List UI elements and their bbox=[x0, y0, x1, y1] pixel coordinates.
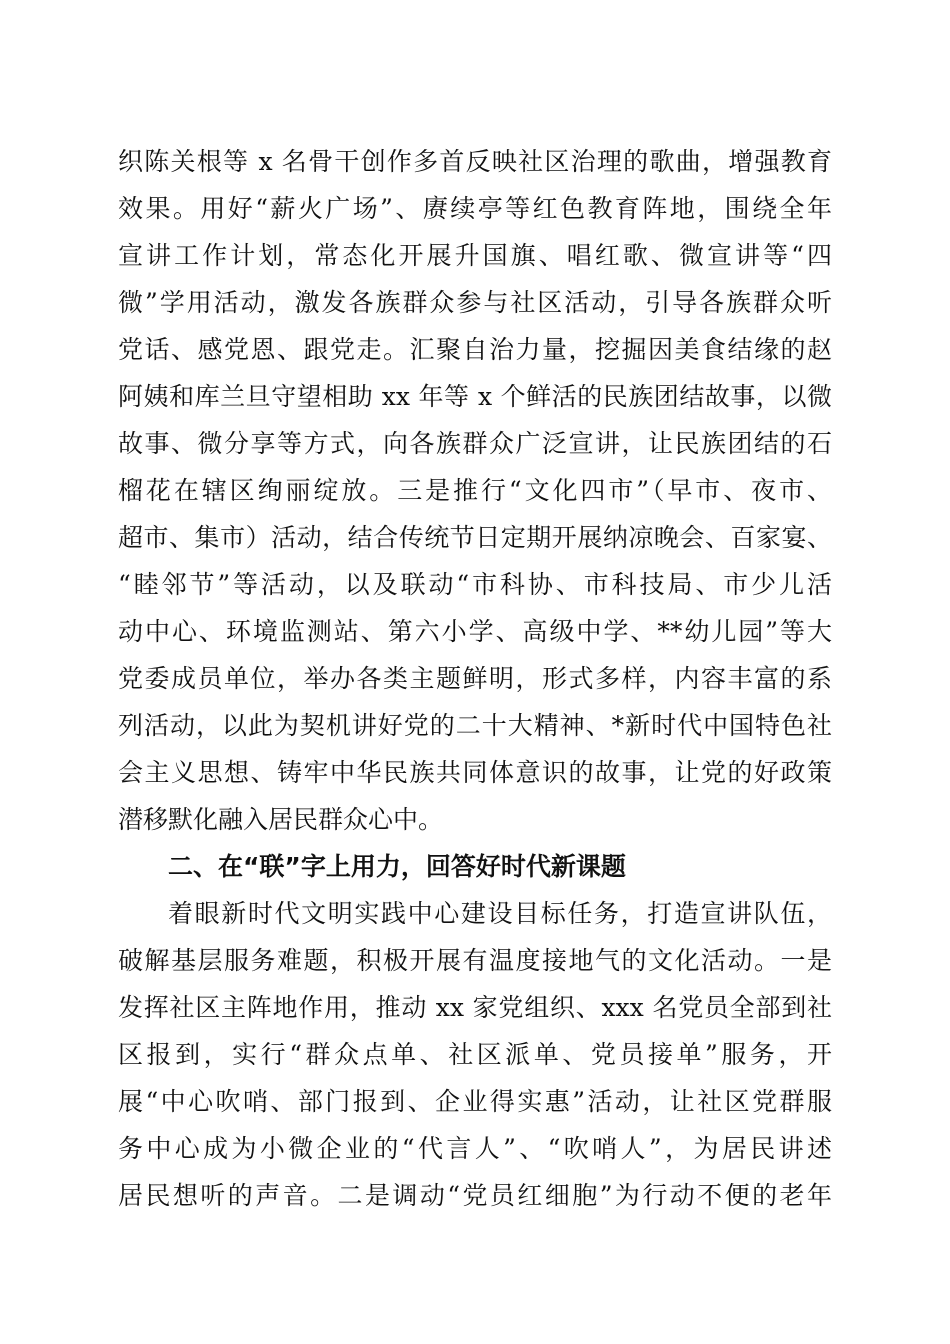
paragraph-line: “睦邻节”等活动，以及联动“市科协、市科技局、市少儿活 bbox=[118, 570, 832, 599]
paragraph-line: 破解基层服务难题，积极开展有温度接地气的文化活动。一是 bbox=[118, 946, 832, 975]
paragraph-line: 榴花在辖区绚丽绽放。三是推行“文化四市”（早市、夜市、 bbox=[118, 476, 832, 505]
paragraph-line: 阿姨和库兰旦守望相助 xx 年等 x 个鲜活的民族团结故事，以微 bbox=[118, 382, 832, 411]
paragraph-line: 超市、集市）活动，结合传统节日定期开展纳凉晚会、百家宴、 bbox=[118, 523, 832, 552]
paragraph-line: 会主义思想、铸牢中华民族共同体意识的故事，让党的好政策 bbox=[118, 758, 832, 787]
paragraph-line: 居民想听的声音。二是调动“党员红细胞”为行动不便的老年 bbox=[118, 1181, 832, 1210]
paragraph-line: 发挥社区主阵地作用，推动 xx 家党组织、xxx 名党员全部到社 bbox=[118, 993, 832, 1022]
paragraph-line: 动中心、环境监测站、第六小学、高级中学、**幼儿园”等大 bbox=[118, 617, 832, 646]
paragraph-line: 区报到，实行“群众点单、社区派单、党员接单”服务，开 bbox=[118, 1040, 832, 1069]
paragraph-line: 列活动，以此为契机讲好党的二十大精神、*新时代中国特色社 bbox=[118, 711, 832, 740]
paragraph-line: 展“中心吹哨、部门报到、企业得实惠”活动，让社区党群服 bbox=[118, 1087, 832, 1116]
paragraph-line: 微”学用活动，激发各族群众参与社区活动，引导各族群众听 bbox=[118, 288, 832, 317]
section-heading: 二、在“联”字上用力，回答好时代新课题 bbox=[168, 852, 626, 881]
paragraph-line: 党话、感党恩、跟党走。汇聚自治力量，挖掘因美食结缘的赵 bbox=[118, 335, 832, 364]
paragraph-line: 潜移默化融入居民群众心中。 bbox=[118, 805, 444, 834]
paragraph-line: 党委成员单位，举办各类主题鲜明，形式多样，内容丰富的系 bbox=[118, 664, 832, 693]
paragraph-line: 故事、微分享等方式，向各族群众广泛宣讲，让民族团结的石 bbox=[118, 429, 832, 458]
paragraph-line: 务中心成为小微企业的“代言人”、“吹哨人”，为居民讲述 bbox=[118, 1134, 832, 1163]
paragraph-line: 织陈关根等 x 名骨干创作多首反映社区治理的歌曲，增强教育 bbox=[118, 147, 832, 176]
paragraph-line: 宣讲工作计划，常态化开展升国旗、唱红歌、微宣讲等“四 bbox=[118, 241, 832, 270]
paragraph-line: 效果。用好“薪火广场”、赓续亭等红色教育阵地，围绕全年 bbox=[118, 194, 832, 223]
paragraph-line: 着眼新时代文明实践中心建设目标任务，打造宣讲队伍， bbox=[168, 899, 832, 928]
